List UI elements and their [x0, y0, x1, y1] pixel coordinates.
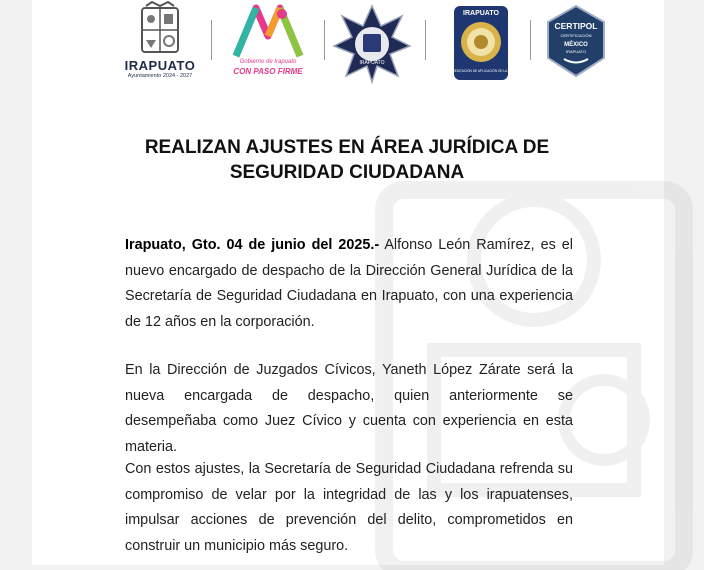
logo-divider — [530, 20, 531, 60]
shield-badge-icon — [447, 4, 515, 84]
article-title: REALIZAN AJUSTES EN ÁREA JURÍDICA DE SEGURIDAD CIUDADANA — [144, 137, 550, 183]
logo-divider — [211, 20, 212, 60]
police-star-icon — [332, 4, 412, 84]
logo-bar — [32, 4, 664, 86]
acreditacion-bottom: ACREDITACIÓN DE APLICACIÓN DE LA LEY — [447, 69, 515, 73]
dateline: Irapuato, Gto. 04 de junio del 2025.- — [125, 237, 380, 253]
press-release-page — [32, 0, 664, 565]
paragraph-1 — [125, 233, 573, 335]
paragraph-2: En la Dirección de Juzgados Cívicos, Yaneth López Zárate será la nueva encargada de despacho, quien anteriormente se desempeñaba como Juez Cívico y cuenta con experiencia en esta materia. — [125, 362, 573, 455]
certipol-city: IRAPUATO — [565, 49, 587, 54]
gobierno-logo — [222, 4, 314, 86]
certipol-logo — [544, 4, 608, 82]
acreditacion-logo — [447, 4, 515, 84]
certipol-country: MÉXICO — [564, 42, 588, 48]
certipol-name: CERTIPOL — [554, 21, 598, 31]
logo-divider — [425, 20, 426, 60]
municipio-subtitle: Ayuntamiento 2024 - 2027 — [127, 73, 193, 79]
certipol-sub: CERTIFICACIÓN — [560, 33, 592, 38]
gobierno-line2: CON PASO FIRME — [233, 67, 303, 76]
logo-divider — [324, 20, 325, 60]
gobierno-line1: Gobierno de Irapuato — [239, 59, 297, 65]
policia-text: IRAPUATO — [359, 60, 385, 66]
m-mark-icon — [222, 4, 314, 60]
acreditacion-top: IRAPUATO — [463, 10, 499, 17]
paragraph-1-text: Alfonso León Ramírez, es el nuevo encargado de despacho de la Dirección General Jurídica de la Secretaría de Seguridad Ciudadana en Irapuato, con una experiencia de 12 años en la corporación. — [125, 237, 573, 330]
coat-of-arms-icon — [120, 4, 200, 58]
policia-logo — [332, 4, 412, 84]
certipol-hexagon-icon — [544, 4, 608, 78]
paragraph-3: Con estos ajustes, la Secretaría de Seguridad Ciudadana refrenda su compromiso de velar por la integridad de las y los irapuatenses, impulsar acciones de prevención del delito, comprometidos en construir un municipio más seguro. — [125, 461, 573, 554]
irapuato-logo — [120, 4, 200, 86]
municipio-name: IRAPUATO — [124, 58, 196, 73]
